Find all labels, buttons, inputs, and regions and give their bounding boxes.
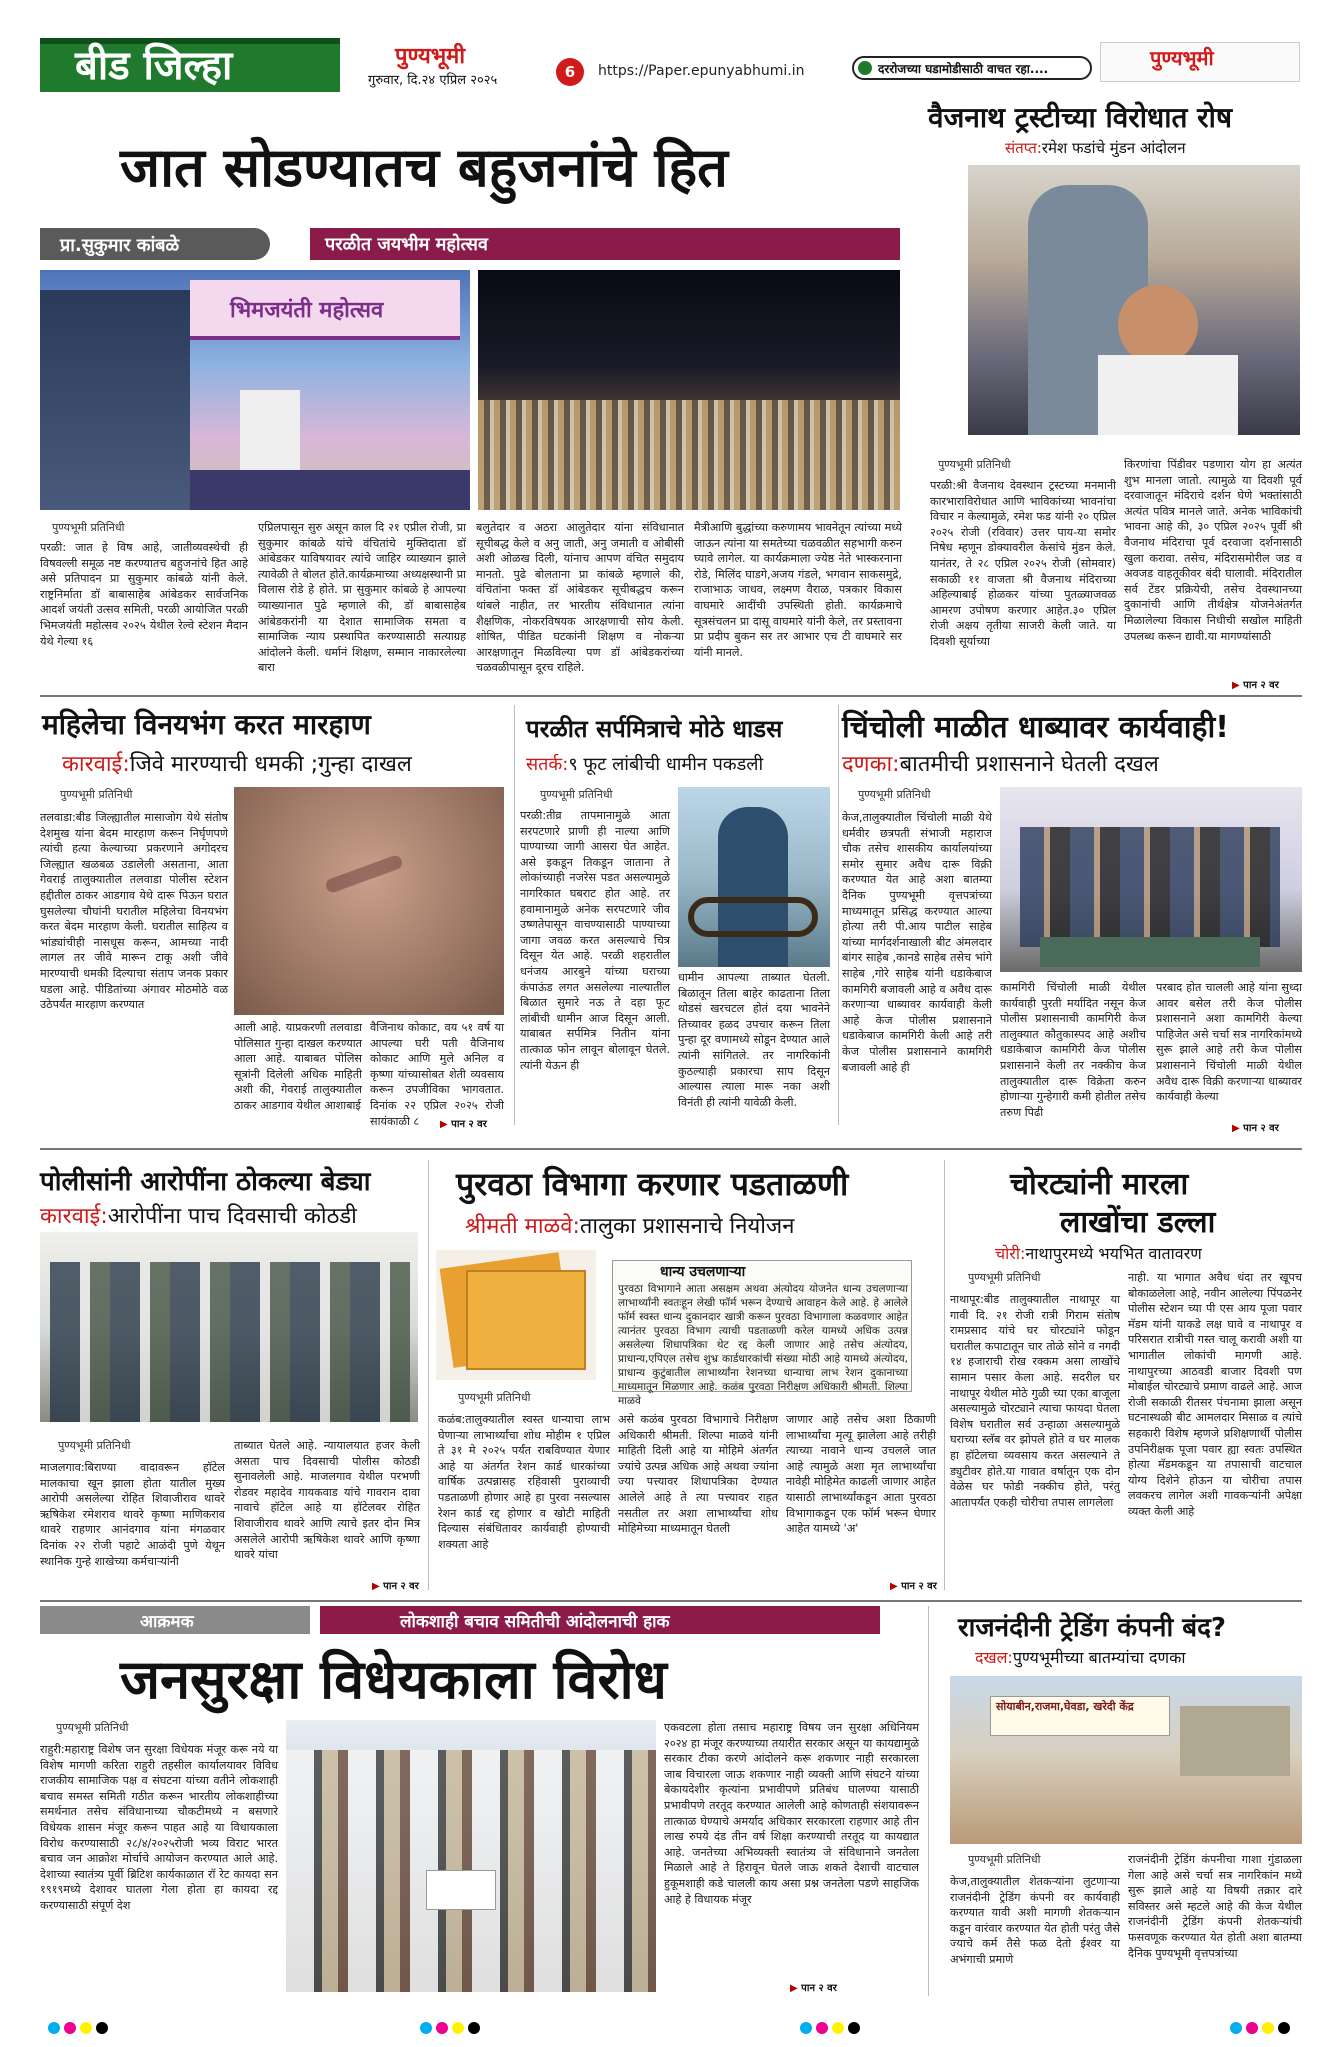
mahila-sub-label: कारवाई: — [62, 752, 130, 777]
chori-sub-label: चोरी: — [995, 1244, 1026, 1263]
officers-group — [50, 1262, 410, 1422]
reg-dot-cyan-4 — [1230, 2022, 1242, 2034]
ration-box-text: पुरवठा विभागाने आता असक्षम अथवा अंत्योदय योजनेत धान्य उचलणाऱ्या लाभार्थ्यांनी स्वतःहून लेखी फॉर्म भरून देण्याचे आवाहन केले आहे. हे आलेले फॉर्म स्वस्त धान्य दुकानदार खात्री करून पुरवठा विभागाला कळवणार आहेत त्यानंतर पुरवठा विभाग त्याची पडताळणी करेल यामध्ये अधिक उत्पन्न असलेल्या शिधापत्रिका थेट रद्द केली जाणार आहे तसेच अंत्योदय, प्राधान्य,एपिएल तसेच शुभ्र कार्डधारकांची संख्या मोठी आहे यामध्ये अंत्योदय, प्राधान्य कुटुंबातील लाभार्थ्यांना रेशनच्या धान्याचा लाभ रेशन दुकानाच्या माध्यमातून मिळणार आहे. कळंब पुरवठा निरीक्षण अधिकारी श्रीमती. शिल्पा माळवे — [618, 1283, 908, 1407]
mahila-sub-text: जिवे मारण्याची धमकी ;गुन्हा दाखल — [129, 752, 412, 777]
police-sub-text: आरोपींना पाच दिवसाची कोठडी — [107, 1204, 357, 1229]
page-number-badge: 6 — [556, 58, 584, 86]
lead-byline: पुण्यभूमी प्रतिनिधी — [52, 521, 125, 534]
rajnandini-sub-label: दखल: — [975, 1648, 1013, 1667]
ticker-arrow-icon — [858, 61, 872, 75]
vaijnath-col-1: परळी:श्री वैजनाथ देवस्थान ट्रस्टच्या मनमानी कारभाराविरोधात आणि भाविकांच्या भावनांचा विचार न केल्यामुळे, रमेश फड यांनी २० एप्रिल २०२५ रोजी (रविवार) उत्तर पाय-या समोर निषेध म्हणून डोक्यावरील केसांचे मुंडन केले. यानंतर, ते २८ एप्रिल २०२५ रोजी (सोमवार) सकाळी ११ वाजता श्री वैजनाथ मंदिराच्या अहिल्याबाई होळकर यांच्या पुतळ्याजवळ आमरण उपोषण करणार आहेत.३० एप्रिल रोजी अक्षय तृतीया साजरी केली जाते. या दिवशी सूर्याच्या — [930, 479, 1116, 648]
lead-col-3: बलुतेदार व अठरा आलुतेदार यांना संविधानात सूचीबद्ध केले व अनु जाती, अनु जमाती व ओबीसी अशी ओळख दिली, यांनाच आपण वंचित समुदाय मानतो. पुढे बोलताना प्रा कांबळे म्हणाले की, वंचितांना फक्त डॉ आंबेडकर सूचीबद्धच करून थांबले नाहीत, तर भारतीय संविधानात त्यांना शैक्षणिक, नोकरविषयक आरक्षणाची सोय केली. शोषित, पीडित घटकांनी शिक्षण व नोकऱ्या आरक्षणातून मिळविल्या पण डॉ आंबेडकरांच्या चळवळीपासून दूरच राहिले. — [476, 521, 684, 675]
chincholi-byline: पुण्यभूमी प्रतिनिधी — [858, 788, 931, 801]
paper-name: पुण्यभूमी — [395, 44, 466, 69]
reg-dot-black-4 — [1278, 2022, 1290, 2034]
sarp-photo-snake — [678, 787, 830, 967]
puravatha-col-1: कळंब:तालुक्यातील स्वस्त धान्याचा लाभ घेणाऱ्या लाभार्थ्यांचा शोध मोहीम १ एप्रिल ते ३१ मे २०२५ पर्यंत राबविण्यात येणार आहे या अंतर्गत रेशन कार्ड धारकांच्या वार्षिक उत्पन्नासह रहिवासी पुराव्याची पडताळणी होणार आहे हा पुरवा नसल्यास रेशन कार्ड रद्द होणार व खोटी माहिती दिल्यास संबंधितावर कार्यवाही होण्याची शक्यता आहे — [438, 1413, 610, 1551]
reg-dot-black-3 — [848, 2022, 860, 2034]
chincholi-headline: चिंचोली माळीत धाब्यावर कार्यवाही! — [842, 710, 1229, 745]
bruise-mark — [324, 854, 404, 895]
chori-subhead — [995, 1242, 1202, 1264]
divider-2 — [40, 1148, 1302, 1150]
vaijnath-byline: पुण्यभूमी प्रतिनिधी — [938, 458, 1011, 471]
reg-dot-yellow — [80, 2022, 92, 2034]
chori-byline: पुण्यभूमी प्रतिनिधी — [968, 1271, 1041, 1284]
lead-photo-stage — [40, 270, 470, 510]
seated-man — [1098, 355, 1238, 435]
rajnandini-col-1: केज,तालुक्यातील शेतकऱ्यांना लुटणाऱ्या राजनंदीनी ट्रेडिंग कंपनी वर कार्यवाही करण्यात यावी अशी मागणी शेतकऱ्यान कडून वारंवार करण्यात येत होती परंतु जैसे ज्याचे कर्म तैसे फळ देतो ईश्वर या अभंगाची प्रमाणे — [950, 1875, 1120, 1966]
reg-dot-cyan-3 — [800, 2022, 812, 2034]
divider-v5 — [928, 1606, 929, 1996]
rajnandini-byline: पुण्यभूमी प्रतिनिधी — [968, 1853, 1041, 1866]
divider-v2 — [838, 705, 839, 1125]
jansuraksha-photo — [286, 1720, 656, 1992]
divider-v4 — [944, 1160, 945, 1590]
lead-headline: जात सोडण्यातच बहुजनांचे हित — [120, 135, 728, 199]
snake-handler — [718, 807, 788, 967]
reg-dot-black — [96, 2022, 108, 2034]
rajnandini-photo — [950, 1676, 1302, 1844]
police-photo — [40, 1232, 418, 1422]
jansuraksha-continued[interactable]: ▶ पान २ वर — [790, 1980, 837, 1994]
puravatha-col-3: जाणार आहे तसेच अशा ठिकाणी लाभार्थ्यांचा मृत्यू झालेला आहे तरीही त्याच्या नावाने धान्य उचलले जात आहे त्यामुळे अशा मृत लाभार्थ्यांचा नावेही मोहिमेत काढली जाणार आहेत यासाठी लाभार्थ्यांकडून आता पुरवठा विभागाकडून एक फॉर्म भरून घेणार आहेत यामध्ये 'अ' — [786, 1413, 936, 1536]
chori-headline-line-2: लाखोंचा डल्ला — [1060, 1205, 1216, 1240]
chincholi-col-1: केज,तालुक्यातील चिंचोली माळी येथे धर्मवीर छत्रपती संभाजी महाराज चौक तसेच शासकीय कार्यालयांच्या समोर सुमार अवैध दारू विक्री करण्यात येत आहे अशा बातम्या दैनिक पुण्यभूमी वृत्तपत्रांच्या माध्यमातून प्रसिद्ध करण्यात आल्या होत्या तरी पी.आय पाटील साहेब यांच्या मार्गदर्शनाखाली बीट अंमलदार बांगर साहेब ,कानडे साहेब तसेच भांगे साहेब ,गोरे साहेब यांनी धडाकेबाज कामगिरी बजावली आहे व अवैध दारू करणाऱ्या धाब्यावर कार्यवाही केली आहे केज पोलीस प्रशासनाने धडाकेबाज कामगिरी केली आहे तरी केज पोलीस प्रशासनाने कामगिरी बजावली आहे ही — [842, 811, 992, 1074]
vaijnath-col-2: किरणांचा पिंडीवर पडणारा योग हा अत्यंत शुभ मानला जातो. त्यामुळे या दिवशी पूर्व दरवाजातून मंदिराचे दर्शन घेणे भक्तांसाठी अत्यंत पवित्र मानले जाते. अनेक भाविकांची भावना आहे की, ३० एप्रिल २०२५ पूर्वी श्री वैजनाथ मंदिराचा पूर्व दरवाजा दर्शनासाठी खुला करावा. तसेच, मंदिरासमोरील जड व अवजड वाहतूकीवर बंदी घालावी. मंदिरातील सर्व टेंडर प्रक्रियेची, तसेच देवस्थानच्या दुकानांची आणि तीर्थक्षेत्र योजनेअंतर्गत मिळालेल्या विकास निधीची सखोल माहिती उपलब्ध करून द्यावी.या मागण्यांसाठी — [1124, 458, 1302, 643]
sarp-subhead — [526, 752, 763, 776]
vaijnath-sub-label: संतप्त: — [1005, 139, 1042, 157]
mahila-col-2: आली आहे. याप्रकरणी तलवाडा पोलिसात गुन्हा दाखल करण्यात आला आहे. याबाबत पोलिस सूत्रांनी दिलेली अधिक माहिती अशी की, गेवराई तालुक्यातील ठाकर आडगाव येथील आशाबाई — [234, 1021, 362, 1112]
chori-headline-line-1: चोरट्यांनी मारला — [1010, 1167, 1189, 1202]
mahila-byline: पुण्यभूमी प्रतिनिधी — [60, 788, 133, 801]
crowd-rows — [478, 400, 900, 510]
jansuraksha-col-2: एकवटला होता तसाच महाराष्ट्र विषय जन सुरक्षा अधिनियम २०२४ हा मंजूर करण्याच्या तयारीत सरकार असून या कायद्यामुळे सरकार टीका करणे आंदोलने करू शकणार नाही सरकारला जाब विचारला जाऊ शकणार नाही व्यक्ती आणि संघटने यांच्या बेकायदेशीर कृत्यांना प्रभावीपणे प्रतिबंध घालण्या यासाठी प्रभावीपणे तरतूद करण्यात आलेली आहे कोणताही संशयावरून तात्काळ घेण्याचे अमर्याद अधिकार सरकारला राहणार आहे तीन लाख रुपये दंड तीन वर्ष शिक्षा करण्याची तरतूद या कायद्यात आहे. जनतेच्या अभिव्यक्ती स्वातंत्र्य जे संविधानाने जनतेला मिळाले आहे ते हिरावून घेतले जाऊ शकते देशाची वाटचाल हुकूमशाही कडे चालली काय असा प्रश्न जनतेला पडणे साहजिक आहे हे विधायक मंजूर — [664, 1721, 919, 1906]
chincholi-sub-text: बातमीची प्रशासनाने घेतली दखल — [899, 752, 1159, 777]
rajnandini-sub-text: पुण्यभूमीच्या बातम्यांचा दणका — [1012, 1648, 1186, 1667]
puravatha-continued[interactable]: ▶ पान २ वर — [890, 1578, 937, 1592]
chincholi-continued[interactable]: ▶ पान २ वर — [1232, 1120, 1279, 1134]
seized-bottles — [1040, 937, 1260, 967]
lead-col-4: मैत्रीआणि बुद्धांच्या करुणामय भावनेतून त्यांच्या मध्ये जाऊन त्यांना या समतेच्या चळवळीत सहभागी करुन घ्यावे लागेल. या कार्यक्रमाला ज्येष्ठ नेते भास्करनाना रोडे, मिलिंद घाडगे,अजय गंडले, भगवान साकसमुद्रे, राजाभाऊ जाधव, लक्ष्मण वैराळ, पत्रकार विकास वाघमारे आदींची उपस्थिती होती. कार्यक्रमाचे सूत्रसंचलन प्रा दासू वाघमारे यांनी केले, तर प्रस्तावना प्रा प्रदीप बुकन सर तर आभार एच टी वाघमारे सर यांनी मानले. — [694, 521, 902, 659]
chincholi-col-3: परबाद होत चालली आहे यांना सुध्दा आवर बसेल तरी केज पोलीस प्रशासनाने अशा कामगिरी केल्या पाहिजेत असे चर्चा सत्र नागरिकांमध्ये सुरू झाले आहे तरी केज पोलीस प्रशासनाने चिंचोली माळी येथील अवैध दारू विक्री करणाऱ्या धाब्यावर कार्यवाही केल्या — [1156, 981, 1302, 1104]
police-subhead — [40, 1200, 430, 1230]
sarp-byline: पुण्यभूमी प्रतिनिधी — [540, 788, 613, 801]
chincholi-sub-label: दणका: — [842, 752, 900, 777]
shaved-head — [1118, 285, 1198, 365]
reg-dot-black-2 — [468, 2022, 480, 2034]
district-title: बीड जिल्हा — [75, 42, 233, 89]
vaijnath-photo — [968, 165, 1300, 435]
rajnandini-headline: राजनंदीनी ट्रेडिंग कंपनी बंद? — [958, 1613, 1226, 1643]
lead-kicker: परळीत जयभीम महोत्सव — [325, 234, 488, 255]
ration-box-title: धान्य उचलणाऱ्या — [660, 1264, 746, 1280]
ration-cards-photo — [436, 1250, 596, 1380]
stage-banner-text: भिमजयंती महोत्सव — [230, 298, 384, 323]
paper-logo-right: पुण्यभूमी — [1150, 46, 1214, 70]
chori-col-2: नाही. या भागात अवैध धंदा तर खूपच बोकाळलेला आहे, नवीन आलेल्या पिंपळनेर पोलीस स्टेशन च्या पी एस आय पूजा पवार मॅडम यांनी याकडे लक्ष घावे व नाथापूर व परिसरात रात्रीची गस्त चालू करावी अशी या भागातील लोकांची मागणी आहे. नाथापुरच्या आठवडी बाजार दिवशी पण मोबाईल चोरट्याचे प्रमाण वाढले आहे. आज रोजी सकाळी रीतसर पंचनामा झाला असून घटनास्थळी बीट आमलदार मिसाळ व त्यांचे सहकारी विशेष म्हणजे प्रशिक्षणार्थी पोलीस उपनिरीक्षक पूजा पवार ह्या स्वतः उपस्थित होत्या मॅडमकडून या तपासाची वाटचाल योग्य दिशेने होऊन या चोरीचा तपास लवकरच लागेल अशी गावकऱ्यांनी अपेक्षा व्यक्त केली आहे — [1128, 1271, 1302, 1518]
puravatha-headline: पुरवठा विभागा करणार पडताळणी — [456, 1165, 849, 1203]
reg-dot-yellow-3 — [832, 2022, 844, 2034]
puravatha-col-2: असे कळंब पुरवठा विभागाचे निरीक्षण अधिकारी श्रीमती. शिल्पा माळवे यांनी माहिती दिली आहे या मोहिमे अंतर्गत ज्यांचे उत्पन्न अधिक आहे अथवा ज्यांना ज्या पत्त्यावर शिधापत्रिका देण्यात आलेले आहे ते त्या पत्त्यावर राहत नसतील तर अशा लाभार्थ्यांचा शोध मोहिमेच्या माध्यमातून घेतली — [618, 1413, 778, 1536]
jansuraksha-col-1: राहुरी:महाराष्ट्र विशेष जन सुरक्षा विधेयक मंजूर करू नये या विशेष मागणी करिता राहुरी तहसील कार्यालयावर विविध राजकीय सामाजिक पक्ष व संघटना यांच्या वतीने लोकशाही बचाव समस्त समिती गठीत करून भारतीय लोकशाहीच्या समर्थनात तसेच संविधानाच्या चौकटीमध्ये न बसणारे विधेयक शासन मंजूर करून पाहत आहे या विधायकाला विरोध करण्यासाठी २८/४/२०२५रोजी भव्य विराट भारत बचाव जन आक्रोश मोर्चाचे आयोजन करण्यात आले आहे. देशाच्या स्वातंत्र्य पूर्वी ब्रिटिश कार्यकाळात रॉ रेट कायदा सन १९१९मध्ये देशावर घातला गेला होता हा कायदा रद्द करण्यासाठी संपूर्ण देश — [40, 1743, 278, 1912]
mahila-col-3: वैजिनाथ कोकाट, वय ५१ वर्ष या आपल्या घरी पती वैजिनाथ कोकाट आणि मुले अनिल व कृष्णा यांच्यासोबत शेती व्यवसाय करून उपजीविका भागवतात. दिनांक २२ एप्रिल २०२५ रोजी सायंकाळी ८ — [370, 1021, 504, 1128]
jansuraksha-byline: पुण्यभूमी प्रतिनिधी — [56, 1721, 129, 1734]
sarp-sub-text: ९ फूट लांबीची धामीन पकडली — [568, 754, 764, 775]
reg-dot-magenta — [64, 2022, 76, 2034]
mahila-headline: महिलेचा विनयभंग करत मारहाण — [42, 708, 371, 741]
section-tag: आक्रमक — [140, 1612, 194, 1632]
divider-v1 — [514, 705, 515, 1125]
ticker-text: दररोजच्या घडामोडीसाठी वाचत रहा.... — [878, 62, 1049, 76]
police-continued[interactable]: ▶ पान २ वर — [372, 1578, 419, 1592]
puravatha-sub-label: श्रीमती माळवे: — [465, 1214, 580, 1239]
divider-v3 — [428, 1160, 429, 1590]
sarp-sub-label: सतर्क: — [526, 754, 569, 775]
puravatha-subhead — [465, 1210, 935, 1240]
police-group — [1020, 827, 1280, 947]
reg-dot-magenta-3 — [816, 2022, 828, 2034]
sarp-col-1: परळी:तीव्र तापमानामुळे आता सरपटणारे प्राणी ही नाल्या आणि पाण्याच्या जागी आसरा घेत आहेत. असे इकडून तिकडून जाताना ते लोकांच्याही नजरेस पडत असल्यामुळे नागरिकात घबराट होत आहे. तर हवामानामुळे अनेक सरपटणारे जीव उष्णतेपासून वाचण्यासाठी पाण्याच्या जागा जवळ करत असल्याचे चित्र दिसून येत आहे. परळी शहरातील धनंजय आरबुने यांच्या घराच्या कंपाऊंड लगत असलेल्या नाल्यातील बिळात सुमारे नऊ ते दहा फूट लांबीची धामीन आज दिसून आली. याबाबत सर्पमित्र नितीन यांना तात्काळ फोन लावून बोलावून घेतले. त्यांनी येऊन ही — [520, 809, 670, 1072]
vaijnath-headline: वैजनाथ ट्रस्टीच्या विरोधात रोष — [928, 101, 1233, 134]
police-col-2: ताब्यात घेतले आहे. न्यायालयात हजर केली असता पाच दिवसाची पोलीस कोठडी सुनावलेली आहे. माजलगाव येथील परभणी रोडवर महादेव गायकवाड यांचे गावरान दावा नावाचे हॉटेल आहे या हॉटेलवर रोहित शिवाजीराव थावरे आणि त्याचे इतर दोन मित्र असलेले आरोपी ऋषिकेश थावरे आणि कृष्णा थावरे यांचा — [234, 1439, 420, 1562]
vaijnath-sub-text: रमेश फडांचे मुंडन आंदोलन — [1041, 139, 1186, 157]
reg-dot-yellow-4 — [1262, 2022, 1274, 2034]
puravatha-sub-text: तालुका प्रशासनाचे नियोजन — [579, 1214, 795, 1239]
sarp-col-2: धामीन आपल्या ताब्यात घेतली. बिळातून तिला बाहेर काढताना तिला थोडसं खरचटल होतं दया भावनेने तिच्यावर हळद उपचार करून तिला पुन्हा दूर वणामध्ये सोडून देण्यात आले त्यांनी सांगितले. तर नागरिकांनी कुठल्याही प्रकारचा साप दिसून आल्यास त्याला मारू नका अशी विनंती ही त्यांनी यावेळी केली. — [678, 971, 830, 1109]
divider-1 — [40, 695, 1302, 697]
divider-3 — [40, 1600, 1302, 1602]
snake-coil — [688, 897, 818, 937]
police-sub-label: कारवाई: — [40, 1204, 108, 1229]
chori-sub-text: नाथापुरमध्ये भयभित वातावरण — [1025, 1244, 1202, 1263]
masthead — [0, 0, 1339, 92]
mahila-subhead — [62, 748, 502, 778]
vaijnath-subhead — [1005, 138, 1186, 158]
stage-floor — [190, 470, 470, 510]
memorandum-paper — [426, 1870, 496, 1910]
issue-date: गुरुवार, दि.२४ एप्रिल २०२५ — [368, 73, 498, 88]
police-col-1: माजलगाव:बिराण्या वादावरून हॉटेल मालकाचा खून झाला होता यातील मुख्य आरोपी असलेल्या रोहित शिवाजीराव थावरे ऋषिकेश रमेशराव थावरे कृष्णा माणिकराव थावरे राहणार आनंदगाव यांना मंगळवार दिनांक २२ रोजी पहाटे आळंदी पुणे येथून स्थानिक गुन्हे शाखेच्या कर्मचाऱ्यांनी — [40, 1461, 225, 1568]
police-byline: पुण्यभूमी प्रतिनिधी — [58, 1439, 131, 1452]
reg-dot-magenta-4 — [1246, 2022, 1258, 2034]
website-link[interactable]: https://Paper.epunyabhumi.in — [598, 63, 805, 79]
vaijnath-continued[interactable]: ▶ पान २ वर — [1232, 677, 1279, 691]
jansuraksha-kicker: लोकशाही बचाव समितीची आंदोलनाची हाक — [400, 1612, 670, 1632]
sarp-headline: परळीत सर्पमित्राचे मोठे धाडस — [526, 715, 783, 743]
chincholi-subhead — [842, 748, 1302, 778]
registration-strip — [0, 2012, 1339, 2047]
lead-col-1: परळी: जात हे विष आहे, जातीव्यवस्थेची ही विषवल्ली समूळ नष्ट करण्यातच बहुजनांचे हित आहे असे प्रतिपादन प्रा सुकुमार कांबळे यांनी केले. राष्ट्रनिर्माता डॉ बाबासाहेब आंबेडकर सार्वजनिक आदर्श जयंती उत्सव समिती, परळी आयोजित परळी भिमजयंती महोत्सव २०२५ येथील रेल्वे स्टेशन मैदान येथे गेल्या १६ — [40, 541, 248, 648]
rajnandini-col-2: राजनंदीनी ट्रेडिंग कंपनीचा गाशा गुंडाळला गेला आहे असे चर्चा सत्र नागरिकांन मध्ये सुरू झाले आहे या विषयी तक्रार दारे सविस्तर असे म्हटले आहे की केज येथील राजनंदीनी ट्रेडिंग कंपनी शेतकऱ्यांची फसवणूक करण्यात येत होती अशा बातम्या दैनिक पुण्यभूमी वृत्तपत्रांच्या — [1128, 1853, 1302, 1960]
reg-dot-magenta-2 — [436, 2022, 448, 2034]
author-name: प्रा.सुकुमार कांबळे — [60, 235, 180, 256]
shop-board-text: सोयाबीन,राजमा,घेवडा, खरेदी केंद्र — [996, 1700, 1134, 1713]
jansuraksha-headline: जनसुरक्षा विधेयकाला विरोध — [120, 1647, 667, 1711]
puravatha-byline: पुण्यभूमी प्रतिनिधी — [458, 1391, 531, 1404]
warehouse-shed — [1180, 1706, 1290, 1776]
ambedkar-portrait — [40, 290, 190, 510]
reg-dot-cyan — [48, 2022, 60, 2034]
reg-dot-cyan-2 — [420, 2022, 432, 2034]
reg-dot-yellow-2 — [452, 2022, 464, 2034]
chincholi-col-2: कामगिरी चिंचोली माळी येथील कार्यवाही पुरती मर्यादित नसून केज पोलीस प्रशासनाची कामगिरी केज तालुक्यात कौतुकास्पद आहे अशीच धडाकेबाज कामगिरी केज पोलीस प्रशासनाने केली तर नक्कीच केज तालुक्यातील दारू विक्रेता करुन होणाऱ्या गुन्हेगारी कमी होतील तसेच तरुण पिढी — [1000, 981, 1146, 1119]
lead-photo-crowd — [478, 270, 900, 510]
chori-col-1: नाथापूर:बीड तालुक्यातील नाथापूर या गावी दि. २१ रोजी रात्री गिराम संतोष रामप्रसाद यांचे घर चोरट्यांने फोडून घरातील कपाटातून चार तोळे सोने व नगदी १४ हजाराची रोख रक्कम असा लाखोंचे सामान पसार केला आहे. सदरील घर नाथापूर येथील मोठे गुळी च्या एका बाजूला असल्यामुळे चोरट्याने त्याचा फायदा घेतला विशेष घरातील सर्व उन्हाळा असल्यामुळे घराच्या स्लॅब वर झोपले होते व घर मालक हा हॉटेलचा व्यवसाय करत असल्याने ते ड्युटीवर होते.या गावात वर्षातून एक दोन वेळेस घर फोडी नक्कीच होते, परंतु आतापर्यंत एकही चोरीचा तपास लागलेला — [950, 1293, 1120, 1509]
ration-card-front — [466, 1270, 586, 1370]
mahila-continued[interactable]: ▶ पान २ वर — [440, 1116, 487, 1130]
mahila-photo-injury — [234, 787, 504, 1015]
lead-col-2: एप्रिलपासून सुरु असून काल दि २१ एप्रील रोजी, प्रा सुकुमार कांबळे यांचे वंचितांचे मुक्तिदाता डॉ आंबेडकर याविषयावर त्यांचे जाहिर व्याख्यान झाले त्यावेळी ते बोलत होते.कार्यक्रमाच्या अध्यक्षस्थानी प्रा विलास रोडे हे होते. प्रा सुकुमार कांबळे हे आपल्या व्याख्यानात पुढे म्हणाले की, डॉ बाबासाहेब आंबेडकरांनी या देशात सामाजिक समता व सामाजिक न्याय प्रस्थापित करण्यासाठी सत्याग्रह आंदोलने केली. धर्मानं शिक्षण, सम्मान नाकारलेल्या बारा — [258, 521, 466, 675]
rajnandini-subhead — [975, 1646, 1186, 1668]
mahila-col-1: तलवाडा:बीड जिल्ह्यातील मासाजोग येथे संतोष देशमुख यांना बेदम मारहाण करून निर्घृणपणे त्यांची हत्या केल्याच्या प्रकरणाने अगोदरच जिल्ह्यात खळबळ उडालेली असताना, आता गेवराई तालुक्यातील तलवाडा पोलीस स्टेशन हद्दीतील ठाकर आडगाव येथे दारू पिऊन घरात घुसलेल्या चौघांनी घरातील महिलेचा विनयभंग करत बेदम मारहाण केली. घरातील साहित्य व भांड्यांचीही नासधूस करून, आमच्या नादी लागल तर जीवे मारून टाकू अशी जीवे मारण्याची धमकी दिल्याचा संताप जनक प्रकार घडला आहे. पीडितांच्या अंगावर मोठमोठे वळ उठेपर्यंत मारहाण करण्यात — [40, 811, 228, 1012]
police-headline: पोलीसांनी आरोपींना ठोकल्या बेड्या — [40, 1167, 371, 1197]
chincholi-photo-police — [1000, 787, 1302, 972]
